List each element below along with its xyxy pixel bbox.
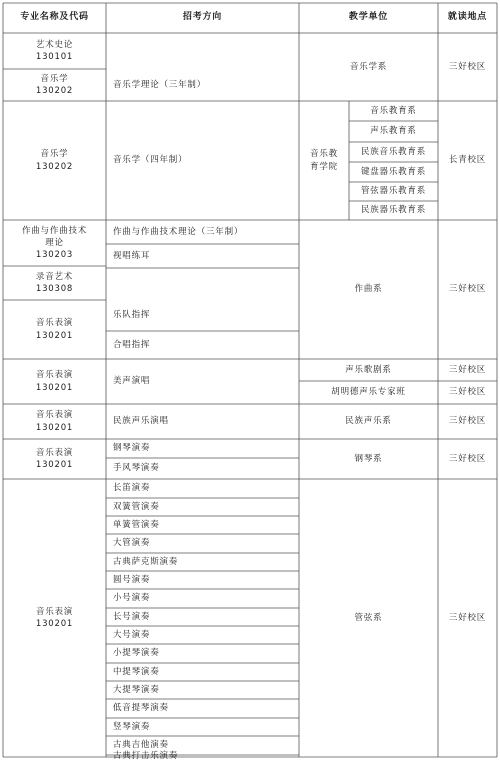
unit-piano-dept-text: 钢琴系 <box>354 453 383 464</box>
location-hu-mingde <box>438 381 497 404</box>
direction-instrument-10-text: 中提琴演奏 <box>113 666 160 677</box>
unit-vocal-opera <box>299 359 438 381</box>
header-location <box>438 3 497 33</box>
direction-belcanto <box>106 359 299 404</box>
sub-unit-1-text: 声乐教育系 <box>370 126 417 137</box>
direction-instrument-5 <box>106 571 299 589</box>
direction-instrument-12-text: 低音提琴演奏 <box>113 703 169 714</box>
direction-instrument-13-text: 竖琴演奏 <box>113 721 151 732</box>
major-performance-belcanto-text: 音乐表演 130201 <box>35 370 74 393</box>
location-folk-vocal <box>438 404 497 439</box>
major-composition-text: 作曲与作曲技术 理论 130203 <box>21 225 88 261</box>
major-recording-art <box>3 266 106 300</box>
direction-musicology-4yr <box>106 101 299 220</box>
direction-instrument-5-text: 圆号演奏 <box>113 574 151 585</box>
direction-accordion-text: 手风琴演奏 <box>113 463 160 474</box>
location-piano-text: 三好校区 <box>448 453 487 464</box>
sub-unit-4-text: 管弦器乐教育系 <box>360 186 427 197</box>
sub-unit-0-text: 音乐教育系 <box>370 105 417 116</box>
unit-music-education-college <box>299 101 349 220</box>
direction-instrument-4 <box>106 553 299 571</box>
unit-folk-vocal <box>299 404 438 439</box>
major-composition <box>3 220 106 266</box>
unit-hu-mingde-class <box>299 381 438 404</box>
location-changqing <box>438 101 497 220</box>
direction-solfeggio <box>106 244 299 268</box>
unit-composition-dept-text: 作曲系 <box>354 284 383 295</box>
major-musicology-4yr-text: 音乐学 130202 <box>35 149 74 172</box>
header-major <box>3 3 106 33</box>
location-composition-text: 三好校区 <box>448 284 487 295</box>
direction-composition <box>106 220 299 244</box>
unit-orchestral-dept <box>299 479 438 757</box>
direction-instrument-2 <box>106 516 299 534</box>
location-piano <box>438 439 497 479</box>
unit-musicology-dept-text: 音乐学系 <box>349 61 388 72</box>
major-performance-folk-text: 音乐表演 130201 <box>35 410 74 433</box>
direction-instrument-4-text: 古典萨克斯演奏 <box>113 556 179 567</box>
direction-instrument-13 <box>106 718 299 736</box>
major-performance-conducting <box>3 300 106 359</box>
direction-instrument-11 <box>106 681 299 699</box>
direction-instrument-6-text: 小号演奏 <box>113 593 151 604</box>
direction-composition-text: 作曲与作曲技术理论（三年制） <box>113 226 244 237</box>
major-performance-belcanto <box>3 359 106 404</box>
header-location-text: 就读地点 <box>447 12 488 23</box>
direction-instrument-15 <box>106 750 299 761</box>
direction-orchestra-conducting <box>106 300 299 331</box>
major-musicology-3yr <box>3 69 106 101</box>
unit-composition-dept <box>299 220 438 359</box>
direction-instrument-8 <box>106 626 299 644</box>
direction-musicology-4yr-text: 音乐学（四年制） <box>113 155 188 166</box>
sub-unit-5-text: 民族器乐教育系 <box>360 205 427 216</box>
location-orchestral-text: 三好校区 <box>448 612 487 623</box>
unit-folk-vocal-text: 民族声乐系 <box>345 416 392 427</box>
direction-musicology-theory <box>106 69 299 101</box>
unit-music-education-college-text: 音乐教 育学院 <box>310 149 338 172</box>
direction-piano-text: 钢琴演奏 <box>113 443 151 454</box>
major-performance-folk <box>3 404 106 439</box>
direction-instrument-9-text: 小提琴演奏 <box>113 648 160 659</box>
sub-unit-2 <box>349 142 438 162</box>
major-performance-piano-text: 音乐表演 130201 <box>35 447 74 470</box>
direction-instrument-14-text: 古典吉他演奏 <box>113 740 169 751</box>
location-hu-mingde-text: 三好校区 <box>448 387 487 398</box>
major-performance-piano <box>3 439 106 479</box>
header-direction <box>106 3 299 33</box>
direction-instrument-8-text: 大号演奏 <box>113 629 151 640</box>
direction-choir-conducting-text: 合唱指挥 <box>113 339 151 350</box>
direction-belcanto-text: 美声演唱 <box>113 376 151 387</box>
unit-vocal-opera-text: 声乐歌剧系 <box>345 364 392 375</box>
direction-instrument-3 <box>106 534 299 553</box>
location-musicology-text: 三好校区 <box>448 61 487 72</box>
major-performance-orchestral-text: 音乐表演 130201 <box>35 606 74 629</box>
direction-choir-conducting <box>106 331 299 359</box>
major-art-history <box>3 33 106 69</box>
unit-piano-dept <box>299 439 438 479</box>
sub-unit-3-text: 键盘器乐教育系 <box>360 166 427 177</box>
header-unit-text: 教学单位 <box>348 12 389 23</box>
direction-instrument-1-text: 双簧管演奏 <box>113 501 160 512</box>
direction-instrument-6 <box>106 589 299 608</box>
major-musicology-4yr <box>3 101 106 220</box>
location-folk-vocal-text: 三好校区 <box>448 416 487 427</box>
major-performance-orchestral <box>3 479 106 757</box>
location-changqing-text: 长青校区 <box>448 155 487 166</box>
direction-accordion <box>106 458 299 479</box>
direction-instrument-11-text: 大提琴演奏 <box>113 684 160 695</box>
header-direction-text: 招考方向 <box>182 12 223 23</box>
direction-instrument-7 <box>106 608 299 626</box>
direction-instrument-12 <box>106 699 299 718</box>
major-musicology-3yr-text: 音乐学 130202 <box>35 73 74 96</box>
major-performance-conducting-text: 音乐表演 130201 <box>35 318 74 341</box>
direction-instrument-7-text: 长号演奏 <box>113 611 151 622</box>
direction-instrument-0-text: 长笛演奏 <box>113 483 151 494</box>
direction-solfeggio-text: 视唱练耳 <box>113 250 151 261</box>
unit-orchestral-dept-text: 管弦系 <box>354 612 383 623</box>
location-orchestral <box>438 479 497 757</box>
direction-instrument-2-text: 单簧管演奏 <box>113 519 160 530</box>
location-vocal-opera-text: 三好校区 <box>448 364 487 375</box>
unit-hu-mingde-class-text: 胡明德声乐专家班 <box>331 387 406 398</box>
direction-folk-vocal-text: 民族声乐演唱 <box>113 416 169 427</box>
direction-instrument-1 <box>106 498 299 516</box>
direction-instrument-9 <box>106 644 299 663</box>
sub-unit-1 <box>349 121 438 142</box>
header-unit <box>299 3 438 33</box>
direction-instrument-0 <box>106 479 299 498</box>
sub-unit-3 <box>349 162 438 182</box>
location-vocal-opera <box>438 359 497 381</box>
direction-musicology-theory-text: 音乐学理论（三年制） <box>113 79 207 90</box>
sub-unit-4 <box>349 182 438 201</box>
direction-orchestra-conducting-text: 乐队指挥 <box>113 310 151 321</box>
header-major-text: 专业名称及代码 <box>20 12 89 23</box>
direction-instrument-15-text: 古典打击乐演奏 <box>113 750 179 761</box>
direction-instrument-3-text: 大管演奏 <box>113 538 151 549</box>
direction-piano <box>106 439 299 458</box>
sub-unit-0 <box>349 101 438 121</box>
location-composition <box>438 220 497 359</box>
major-art-history-text: 艺术史论 130101 <box>35 39 74 62</box>
direction-instrument-10 <box>106 663 299 681</box>
direction-folk-vocal <box>106 404 299 439</box>
major-recording-art-text: 录音艺术 130308 <box>35 271 74 294</box>
unit-musicology-dept <box>299 33 438 101</box>
sub-unit-5 <box>349 201 438 220</box>
sub-unit-2-text: 民族音乐教育系 <box>360 146 427 157</box>
location-musicology <box>438 33 497 101</box>
